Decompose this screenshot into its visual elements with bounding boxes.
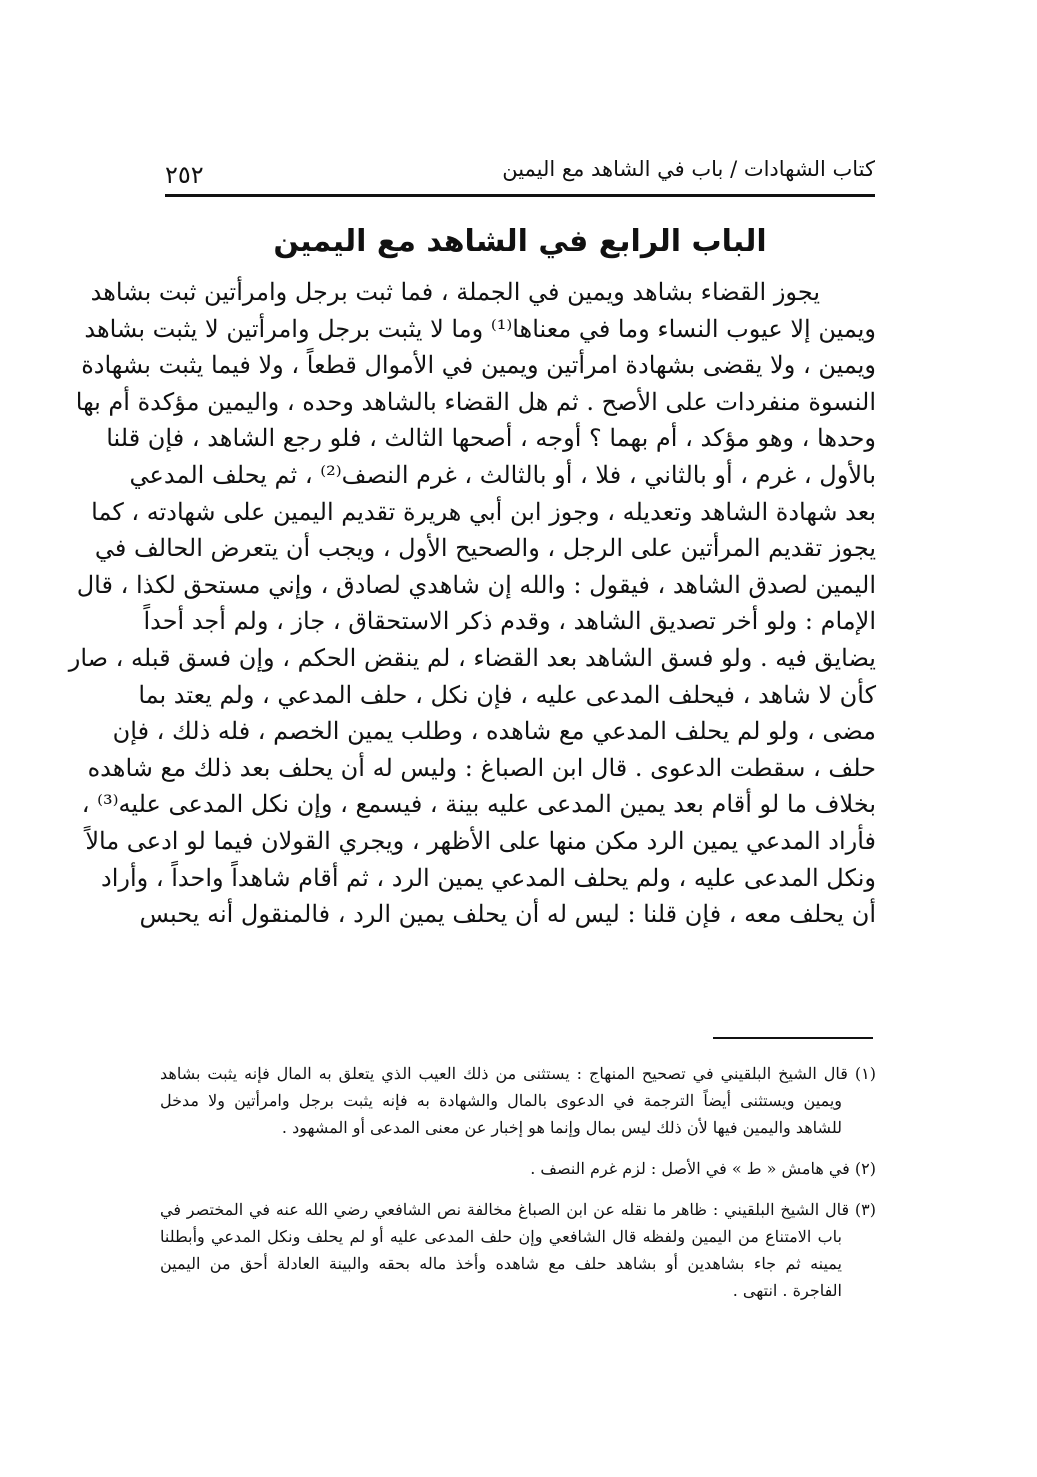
body-line: ويمين إلا عيوب النساء وما في معناها⁽¹⁾ وما لا يثبت برجل وامرأتين لا يثبت بشاهد	[84, 314, 876, 343]
body-line: الإمام : ولو أخر تصديق الشاهد ، وقدم ذكر الاستحقاق ، جاز ، ولم أجد أحداً	[143, 607, 876, 636]
footnote-line: باب الامتناع من اليمين ولفظه قال الشافعي وإن حلف المدعى عليه أو لم يحلف ونكل المدعي وأبطلنا	[160, 1227, 842, 1246]
body-line: وحدها ، وهو مؤكد ، أم بهما ؟ أوجه ، أصحها الثالث ، فلو رجع الشاهد ، فإن قلنا	[106, 424, 876, 453]
body-text	[68, 274, 876, 933]
body-line: أن يحلف معه ، فإن قلنا : ليس له أن يحلف يمين الرد ، فالمنقول أنه يحبس	[139, 900, 876, 929]
body-line: النسوة منفردات على الأصح . ثم هل القضاء بالشاهد وحده ، واليمين مؤكدة أم بها	[75, 387, 876, 416]
footnote-line: للشاهد واليمين فيها لأن ذلك ليس بمال وإنما هو إخبار عن معنى المدعى أو المشهود .	[281, 1118, 842, 1137]
body-line: يجوز تقديم المرأتين على الرجل ، والصحيح الأول ، ويجب أن يتعرض الحالف في	[94, 534, 876, 563]
body-line: مضى ، ولو لم يحلف المدعي مع شاهده ، وطلب يمين الخصم ، فله ذلك ، فإن	[112, 717, 876, 746]
header-divider	[165, 194, 875, 197]
body-line: يجوز القضاء بشاهد ويمين في الجملة ، فما ثبت برجل وامرأتين ثبت بشاهد	[90, 278, 820, 306]
footnote-line: الفاجرة . انتهى .	[732, 1281, 842, 1300]
footnotes	[160, 1060, 876, 1304]
footnote-3	[160, 1196, 876, 1304]
body-line: بعد شهادة الشاهد وتعديله ، وجوز ابن أبي هريرة تقديم اليمين على شهادته ، كما	[91, 497, 876, 526]
running-title: كتاب الشهادات / باب في الشاهد مع اليمين	[502, 157, 875, 181]
footnote-line: (٣) قال الشيخ البلقيني : ظاهر ما نقله عن ابن الصباغ مخالفة نص الشافعي رضي الله عنه في المختصر في	[160, 1200, 876, 1219]
footnote-line: ويمين ويستثنى أيضاً الترجمة في الدعوى بالمال والشهادة به فإنه يثبت برجل وامرأتين ولا مدخل	[160, 1091, 842, 1110]
footnote-divider	[713, 1037, 873, 1039]
body-line: ويمين ، ولا يقضى بشهادة امرأتين ويمين في الأموال قطعاً ، ولا فيما يثبت بشهادة	[81, 351, 876, 380]
body-line: فأراد المدعي يمين الرد مكن منها على الأظهر ، ويجري القولان فيما لو ادعى مالاً	[85, 826, 876, 855]
footnote-2	[160, 1155, 876, 1182]
footnote-line: (٢) في هامش « ط » في الأصل : لزم غرم النصف .	[530, 1159, 876, 1178]
body-line: حلف ، سقطت الدعوى . قال ابن الصباغ : وليس له أن يحلف بعد ذلك مع شاهده	[87, 753, 876, 782]
body-line: اليمين لصدق الشاهد ، فيقول : والله إن شاهدي لصادق ، وإني مستحق لكذا ، قال	[76, 570, 876, 599]
body-line: ونكل المدعى عليه ، ولم يحلف المدعي يمين الرد ، ثم أقام شاهداً واحداً ، وأراد	[101, 863, 876, 892]
body-line: بخلاف ما لو أقام بعد يمين المدعى عليه بينة ، فيسمع ، وإن نكل المدعى عليه⁽³⁾ ،	[81, 790, 876, 819]
body-line: كأن لا شاهد ، فيحلف المدعى عليه ، فإن نكل ، حلف المدعي ، ولم يعتد بما	[138, 680, 876, 709]
footnote-1	[160, 1060, 876, 1141]
body-line: يضايق فيه . ولو فسق الشاهد بعد القضاء ، لم ينقض الحكم ، وإن فسق قبله ، صار	[68, 643, 876, 672]
footnote-line: (١) قال الشيخ البلقيني في تصحيح المنهاج : يستثنى من ذلك العيب الذي يتعلق به المال فإنه يثبت بشاهد	[160, 1064, 876, 1083]
page-number: ٢٥٢	[165, 161, 204, 189]
running-header	[165, 154, 875, 194]
body-line: بالأول ، غرم ، أو بالثاني ، فلا ، أو بالثالث ، غرم النصف⁽²⁾ ، ثم يحلف المدعي	[129, 460, 876, 489]
chapter-title: الباب الرابع في الشاهد مع اليمين	[273, 224, 767, 259]
footnote-line: يمينه ثم جاء بشاهدين أو بشاهد حلف مع شاهده وأخذ ماله بحقه والبينة العادلة أحق من اليمين	[160, 1254, 842, 1273]
